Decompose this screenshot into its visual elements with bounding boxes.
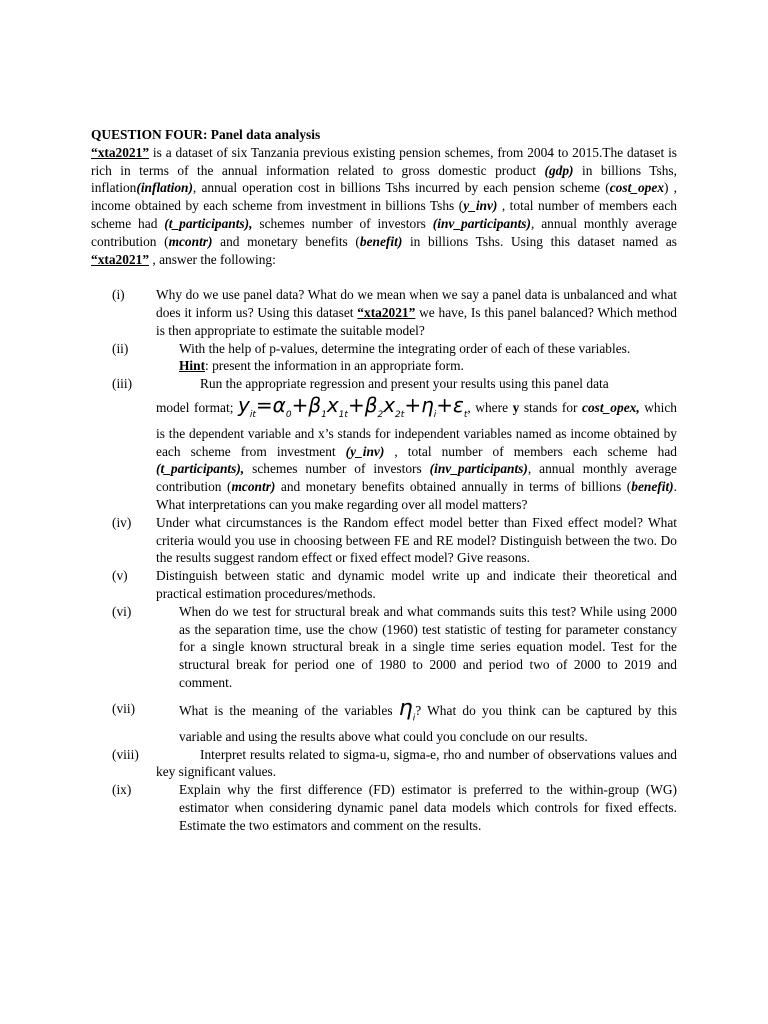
question-title: QUESTION FOUR: Panel data analysis <box>91 127 321 142</box>
item-number: (v) <box>112 568 128 584</box>
item-number: (iv) <box>112 514 132 530</box>
item-number: (vii) <box>112 700 136 716</box>
item-text: Explain why the first difference (FD) estimator is preferred to the within-group (WG) estimator when considering dynamic panel data models which controls for fixed effects. Estimate the two estimators and comment on the results. <box>179 782 677 833</box>
item-number: (ii) <box>112 340 129 356</box>
question-item-i <box>91 286 677 339</box>
item-number: (viii) <box>112 746 139 762</box>
item-text: Run the appropriate regression and present your results using this panel data model format; $y_{it}=\alpha_0+\beta_1x_{1t}+\beta_2x_{2t}+\eta_i+\varepsilon_t$, where y stands for cost_opex, which is the dependent variable and x’s stands for independent variables named as income obtained by each scheme from investment (y_inv) , total number of members each scheme had (t_participants), schemes number of investors (inv_participants), annual monthly average contribution (mcontr) and monetary benefits obtained annually in terms of billions (benefit). What interpretations can you make regarding over all model matters? <box>156 376 677 512</box>
question-item-ix <box>91 781 677 834</box>
hint-label: Hint <box>179 358 206 374</box>
dataset-name: “xta2021” <box>91 144 150 160</box>
item-text: Distinguish between static and dynamic model write up and indicate their theoretical and practical estimation procedures/methods. <box>156 568 677 601</box>
question-item-iv <box>91 514 677 567</box>
item-number: (ix) <box>112 782 132 798</box>
item-text: Why do we use panel data? What do we mean when we say a panel data is unbalanced and what does it inform us? Using this dataset “xta2021” we have, Is this panel balanced? Which method is then appropriate to estimate the suitable model? <box>156 287 677 338</box>
document-page <box>91 126 677 835</box>
dataset-name-2: “xta2021” <box>91 251 150 267</box>
item-text: What is the meaning of the variables $\eta_i$? What do you think can be captured by this variable and using the results above what could you conclude on our results. <box>179 695 677 744</box>
item-text: Interpret results related to sigma-u, sigma-e, rho and number of observations values and key significant values. <box>156 746 677 780</box>
eta-symbol: $\eta_i$ <box>398 695 416 724</box>
item-text: With the help of p-values, determine the integrating order of each of these variables. Hint: present the information in an appropriate form. <box>179 340 631 374</box>
item-number: (vi) <box>112 603 132 619</box>
question-item-iii <box>91 375 677 514</box>
regression-equation: $y_{it}=\alpha_0+\beta_1x_{1t}+\beta_2x_{2t}+\eta_i+\varepsilon_t$ <box>238 392 468 420</box>
item-number: (iii) <box>112 376 133 392</box>
item-text: Under what circumstances is the Random effect model better than Fixed effect model? What criteria would you use in choosing between FE and RE model? Distinguish between the two. Do the results suggest random effect or fixed effect model? Give reasons. <box>156 514 677 566</box>
question-item-vii <box>91 695 677 746</box>
item-text: When do we test for structural break and what commands suits this test? While using 2000 as the separation time, use the chow (1960) test statistic of testing for parameter constancy for a single known structural break in a single time series equation model. Test for the structural break for period one of 1980 to 2000 and period two of 2000 to 2019 and comment. <box>179 603 677 690</box>
question-item-vi <box>91 603 677 692</box>
question-item-v <box>91 567 677 603</box>
question-item-viii <box>91 746 677 782</box>
question-item-ii <box>91 340 677 376</box>
item-number: (i) <box>112 287 125 303</box>
intro-paragraph: “xta2021” is a dataset of six Tanzania previous existing pension schemes, from 2004 to 2015.The dataset is rich in terms of the annual information related to gross domestic product (gdp) in billions Tshs, inflation(inflation), annual operation cost in billions Tshs incurred by each pension scheme (cost_opex) , income obtained by each scheme from investment in billions Tshs (y_inv) , total number of members each scheme had (t_participants), schemes number of investors (inv_participants), annual monthly average contribution (mcontr) and monetary benefits (benefit) in billions Tshs. Using this dataset named as “xta2021” , answer the following: <box>91 144 677 267</box>
